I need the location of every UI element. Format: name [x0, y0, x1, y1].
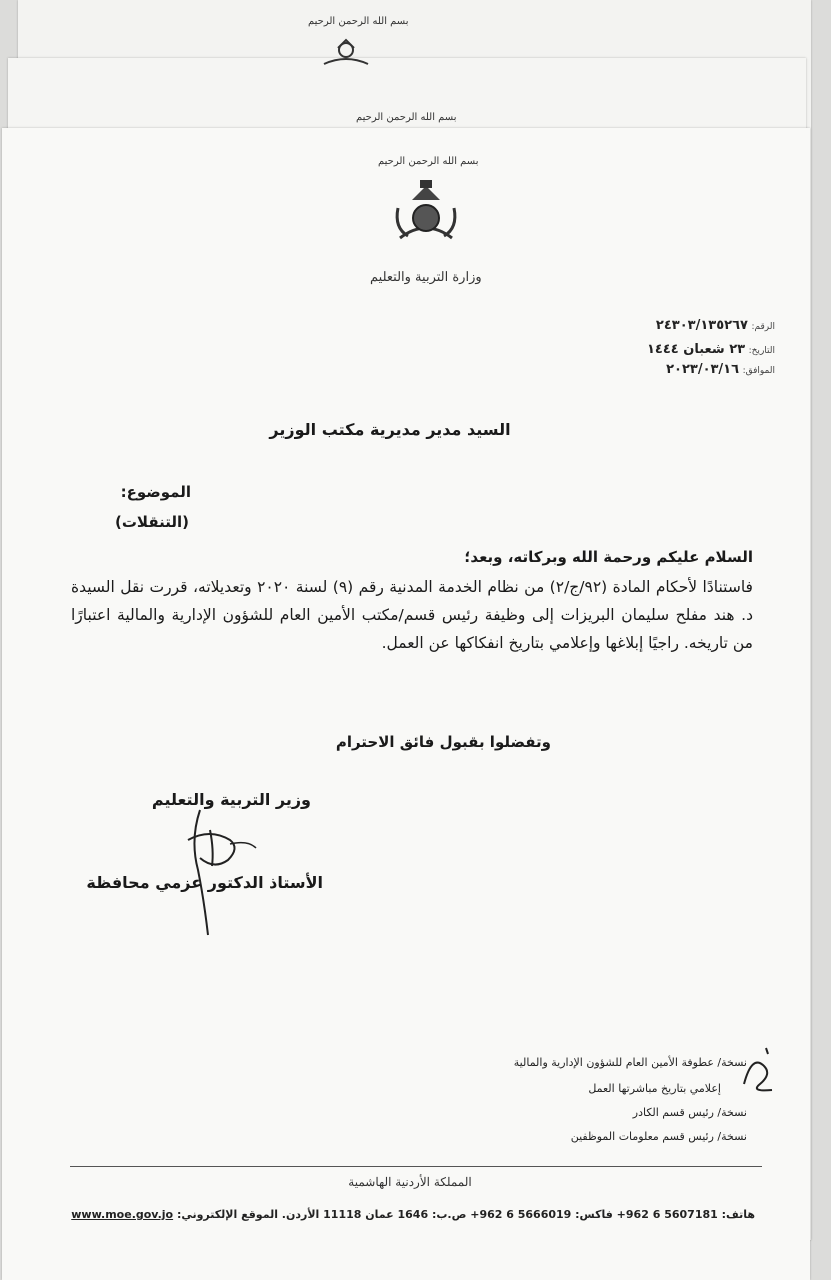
footer-contact-text: هاتف: 5607181 6 962+ فاكس: 5666019 6 962+ ص.ب: 1646 عمان 11118 الأردن. الموقع الإلكتروني: [176, 1208, 755, 1221]
footer-contact [71, 1208, 755, 1221]
reference-date [647, 342, 775, 357]
jordan-coat-of-arms-icon [390, 178, 462, 250]
subject-value: (التنقلات) [115, 513, 189, 531]
back-basmala-1: بسم الله الرحمن الرحيم [308, 16, 409, 27]
initials-mark [738, 1044, 778, 1096]
reference-number-label: الرقم: [751, 322, 775, 332]
copy-item: نسخة/ رئيس قسم الكادر [632, 1106, 747, 1119]
reference-number [656, 318, 775, 333]
subject-label: الموضوع: [120, 483, 191, 501]
copy-item: نسخة/ رئيس قسم معلومات الموظفين [570, 1130, 747, 1143]
handwritten-signature [170, 800, 260, 940]
reference-number-value: ٢٤٣٠٣/١٣٥٢٦٧ [655, 318, 748, 333]
reference-date-label: التاريخ: [748, 346, 775, 356]
closing: وتفضلوا بقبول فائق الاحترام [335, 733, 551, 751]
reference-date-value: ٢٣ شعبان ١٤٤٤ [647, 342, 746, 357]
reference-corresponding-label: الموافق: [742, 366, 775, 376]
basmala: بسم الله الرحمن الرحيم [378, 156, 479, 167]
footer-divider [70, 1166, 762, 1167]
back-basmala-2: بسم الله الرحمن الرحيم [356, 112, 457, 123]
copy-item: نسخة/ عطوفة الأمين العام للشؤون الإدارية والمالية [513, 1056, 747, 1069]
greeting: السلام عليكم ورحمة الله وبركاته، وبعد؛ [464, 548, 753, 566]
reference-corresponding [666, 362, 775, 377]
signatory-name: الأستاذ الدكتور عزمي محافظة [86, 873, 323, 892]
back-crown-icon [318, 36, 374, 68]
footer-kingdom: المملكة الأردنية الهاشمية [348, 1175, 472, 1189]
copy-item: إعلامي بتاريخ مباشرتها العمل [588, 1082, 721, 1095]
signatory-title: وزير التربية والتعليم [151, 790, 311, 809]
addressee: السيد مدير مديرية مكتب الوزير [269, 420, 511, 439]
reference-corresponding-value: ٢٠٢٣/٠٣/١٦ [666, 362, 740, 377]
footer-website-link[interactable]: www.moe.gov.jo [71, 1208, 174, 1221]
ministry-name: وزارة التربية والتعليم [370, 270, 482, 285]
letter-body: فاستنادًا لأحكام المادة (٩٢/ج/٢) من نظام الخدمة المدنية رقم (٩) لسنة ٢٠٢٠ وتعديلاته، قررت نقل السيدة د. هند مفلح سليمان البريزات إلى وظيفة رئيس قسم/مكتب الأمين العام للشؤون الإدارية والمالية اعتبارًا من تاريخه. راجيًا إبلاغها وإعلامي بتاريخ انفكاكها عن العمل. [71, 578, 753, 652]
